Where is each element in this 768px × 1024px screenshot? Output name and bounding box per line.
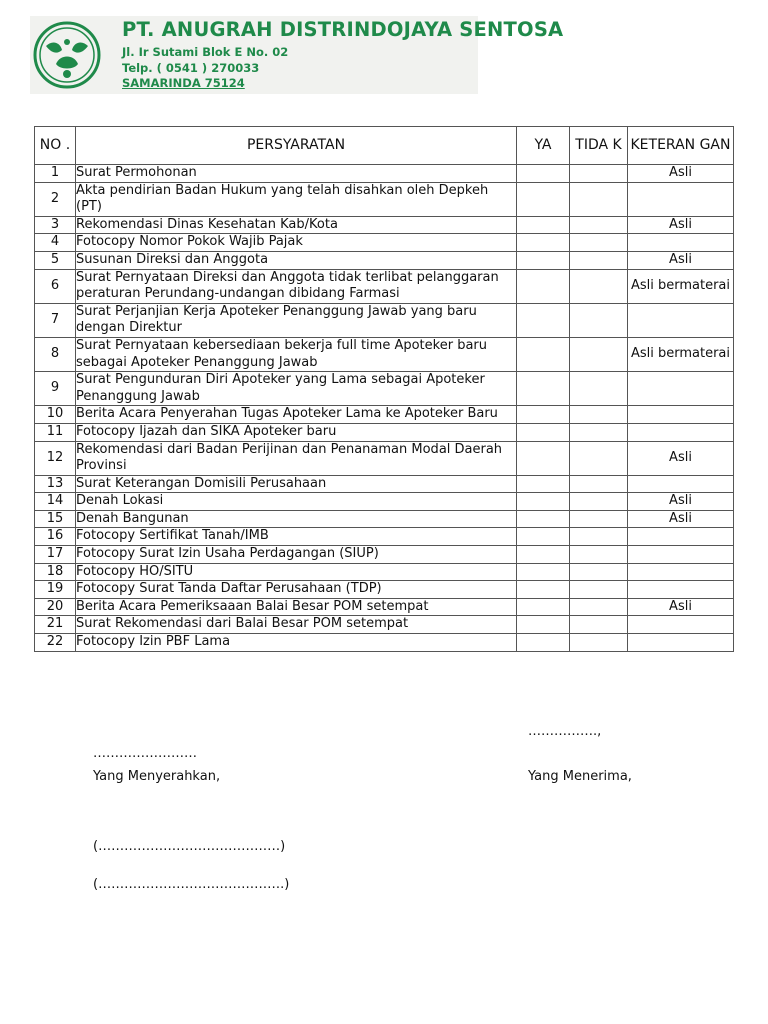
table-row (35, 337, 734, 371)
row-tidak-cell[interactable] (570, 423, 628, 441)
row-ya-cell[interactable] (517, 475, 570, 493)
table-row (35, 251, 734, 269)
row-keterangan: Asli (628, 510, 734, 528)
row-tidak-cell[interactable] (570, 216, 628, 234)
row-requirement: Surat Pengunduran Diri Apoteker yang Lama sebagai Apoteker Penanggung Jawab (76, 372, 517, 406)
row-number: 10 (35, 406, 76, 424)
table-row (35, 581, 734, 599)
row-keterangan (628, 528, 734, 546)
table-row (35, 563, 734, 581)
row-number: 14 (35, 493, 76, 511)
company-phone: Telp. ( 0541 ) 270033 (122, 61, 260, 75)
row-number: 1 (35, 165, 76, 183)
table-row (35, 303, 734, 337)
row-ya-cell[interactable] (517, 634, 570, 652)
table-row (35, 510, 734, 528)
row-requirement: Akta pendirian Badan Hukum yang telah disahkan oleh Depkeh (PT) (76, 182, 517, 216)
row-ya-cell[interactable] (517, 528, 570, 546)
row-ya-cell[interactable] (517, 269, 570, 303)
row-tidak-cell[interactable] (570, 303, 628, 337)
company-name: PT. ANUGRAH DISTRINDOJAYA SENTOSA (122, 18, 564, 41)
row-tidak-cell[interactable] (570, 493, 628, 511)
row-keterangan (628, 406, 734, 424)
row-number: 3 (35, 216, 76, 234)
row-requirement: Susunan Direksi dan Anggota (76, 251, 517, 269)
table-row (35, 372, 734, 406)
row-requirement: Surat Pernyataan kebersediaan bekerja full time Apoteker baru sebagai Apoteker Penanggung Jawab (76, 337, 517, 371)
table-row (35, 493, 734, 511)
row-ya-cell[interactable] (517, 372, 570, 406)
row-keterangan: Asli (628, 598, 734, 616)
row-number: 8 (35, 337, 76, 371)
row-requirement: Berita Acara Penyerahan Tugas Apoteker Lama ke Apoteker Baru (76, 406, 517, 424)
row-keterangan: Asli bermaterai (628, 269, 734, 303)
row-ya-cell[interactable] (517, 303, 570, 337)
row-number: 20 (35, 598, 76, 616)
row-number: 13 (35, 475, 76, 493)
row-tidak-cell[interactable] (570, 441, 628, 475)
header-tidak: TIDA K (570, 127, 628, 165)
signature-date-right: ……………., (528, 724, 602, 739)
row-keterangan (628, 303, 734, 337)
header-keterangan: KETERAN GAN (628, 127, 734, 165)
table-row (35, 165, 734, 183)
row-tidak-cell[interactable] (570, 475, 628, 493)
row-requirement: Surat Permohonan (76, 165, 517, 183)
row-number: 18 (35, 563, 76, 581)
row-number: 5 (35, 251, 76, 269)
row-requirement: Fotocopy Sertifikat Tanah/IMB (76, 528, 517, 546)
row-requirement: Denah Bangunan (76, 510, 517, 528)
row-keterangan: Asli (628, 493, 734, 511)
row-tidak-cell[interactable] (570, 581, 628, 599)
row-keterangan (628, 563, 734, 581)
row-ya-cell[interactable] (517, 581, 570, 599)
row-tidak-cell[interactable] (570, 510, 628, 528)
row-keterangan (628, 182, 734, 216)
row-keterangan: Asli (628, 216, 734, 234)
giver-name-line: (……………………………………) (93, 839, 286, 854)
header-no: NO . (35, 127, 76, 165)
row-requirement: Fotocopy Surat Tanda Daftar Perusahaan (TDP) (76, 581, 517, 599)
row-ya-cell[interactable] (517, 337, 570, 371)
row-requirement: Fotocopy Surat Izin Usaha Perdagangan (SIUP) (76, 546, 517, 564)
row-keterangan: Asli bermaterai (628, 337, 734, 371)
company-logo-icon (32, 20, 102, 90)
row-tidak-cell[interactable] (570, 234, 628, 252)
row-ya-cell[interactable] (517, 510, 570, 528)
row-requirement: Rekomendasi Dinas Kesehatan Kab/Kota (76, 216, 517, 234)
row-keterangan (628, 372, 734, 406)
table-row (35, 234, 734, 252)
row-keterangan: Asli (628, 165, 734, 183)
row-ya-cell[interactable] (517, 406, 570, 424)
table-row (35, 475, 734, 493)
row-tidak-cell[interactable] (570, 165, 628, 183)
row-tidak-cell[interactable] (570, 182, 628, 216)
row-number: 11 (35, 423, 76, 441)
row-tidak-cell[interactable] (570, 634, 628, 652)
row-keterangan: Asli (628, 251, 734, 269)
row-requirement: Surat Perjanjian Kerja Apoteker Penanggung Jawab yang baru dengan Direktur (76, 303, 517, 337)
row-requirement: Denah Lokasi (76, 493, 517, 511)
company-city: SAMARINDA 75124 (122, 76, 245, 90)
row-ya-cell[interactable] (517, 251, 570, 269)
row-requirement: Fotocopy Izin PBF Lama (76, 634, 517, 652)
row-ya-cell[interactable] (517, 423, 570, 441)
row-tidak-cell[interactable] (570, 269, 628, 303)
row-tidak-cell[interactable] (570, 616, 628, 634)
row-number: 19 (35, 581, 76, 599)
row-tidak-cell[interactable] (570, 563, 628, 581)
row-tidak-cell[interactable] (570, 528, 628, 546)
table-row (35, 423, 734, 441)
row-number: 6 (35, 269, 76, 303)
row-tidak-cell[interactable] (570, 337, 628, 371)
row-requirement: Rekomendasi dari Badan Perijinan dan Penanaman Modal Daerah Provinsi (76, 441, 517, 475)
receiver-label: Yang Menerima, (528, 769, 632, 784)
row-keterangan (628, 616, 734, 634)
row-tidak-cell[interactable] (570, 251, 628, 269)
row-ya-cell[interactable] (517, 216, 570, 234)
row-ya-cell[interactable] (517, 616, 570, 634)
table-header-row (35, 127, 734, 165)
row-keterangan (628, 546, 734, 564)
row-number: 22 (35, 634, 76, 652)
row-keterangan (628, 234, 734, 252)
table-row (35, 546, 734, 564)
row-number: 12 (35, 441, 76, 475)
row-requirement: Fotocopy HO/SITU (76, 563, 517, 581)
row-requirement: Surat Pernyataan Direksi dan Anggota tidak terlibat pelanggaran peraturan Perundang-undangan dibidang Farmasi (76, 269, 517, 303)
table-row (35, 216, 734, 234)
row-ya-cell[interactable] (517, 598, 570, 616)
requirements-table (34, 126, 734, 652)
row-ya-cell[interactable] (517, 493, 570, 511)
row-requirement: Fotocopy Ijazah dan SIKA Apoteker baru (76, 423, 517, 441)
table-row (35, 441, 734, 475)
table-row (35, 182, 734, 216)
row-keterangan (628, 475, 734, 493)
row-number: 4 (35, 234, 76, 252)
row-ya-cell[interactable] (517, 165, 570, 183)
row-keterangan: Asli (628, 441, 734, 475)
row-number: 7 (35, 303, 76, 337)
row-number: 17 (35, 546, 76, 564)
header-persyaratan: PERSYARATAN (76, 127, 517, 165)
row-number: 15 (35, 510, 76, 528)
row-requirement: Berita Acara Pemeriksaaan Balai Besar POM setempat (76, 598, 517, 616)
row-number: 9 (35, 372, 76, 406)
row-ya-cell[interactable] (517, 563, 570, 581)
row-requirement: Surat Rekomendasi dari Balai Besar POM setempat (76, 616, 517, 634)
row-number: 2 (35, 182, 76, 216)
row-tidak-cell[interactable] (570, 406, 628, 424)
table-row (35, 598, 734, 616)
row-keterangan (628, 423, 734, 441)
table-row (35, 528, 734, 546)
row-ya-cell[interactable] (517, 182, 570, 216)
row-ya-cell[interactable] (517, 546, 570, 564)
giver-label: Yang Menyerahkan, (93, 769, 221, 784)
row-tidak-cell[interactable] (570, 546, 628, 564)
table-row (35, 269, 734, 303)
receiver-name-line: (…………………………………….) (93, 877, 290, 892)
row-requirement: Fotocopy Nomor Pokok Wajib Pajak (76, 234, 517, 252)
table-row (35, 616, 734, 634)
row-tidak-cell[interactable] (570, 372, 628, 406)
row-number: 16 (35, 528, 76, 546)
table-row (35, 406, 734, 424)
header-ya: YA (517, 127, 570, 165)
row-requirement: Surat Keterangan Domisili Perusahaan (76, 475, 517, 493)
table-row (35, 634, 734, 652)
row-ya-cell[interactable] (517, 441, 570, 475)
letterhead (30, 16, 564, 94)
signature-date-left: …………………… (93, 746, 197, 761)
row-keterangan (628, 581, 734, 599)
row-number: 21 (35, 616, 76, 634)
row-tidak-cell[interactable] (570, 598, 628, 616)
row-keterangan (628, 634, 734, 652)
company-address: Jl. Ir Sutami Blok E No. 02 (122, 45, 289, 59)
row-ya-cell[interactable] (517, 234, 570, 252)
